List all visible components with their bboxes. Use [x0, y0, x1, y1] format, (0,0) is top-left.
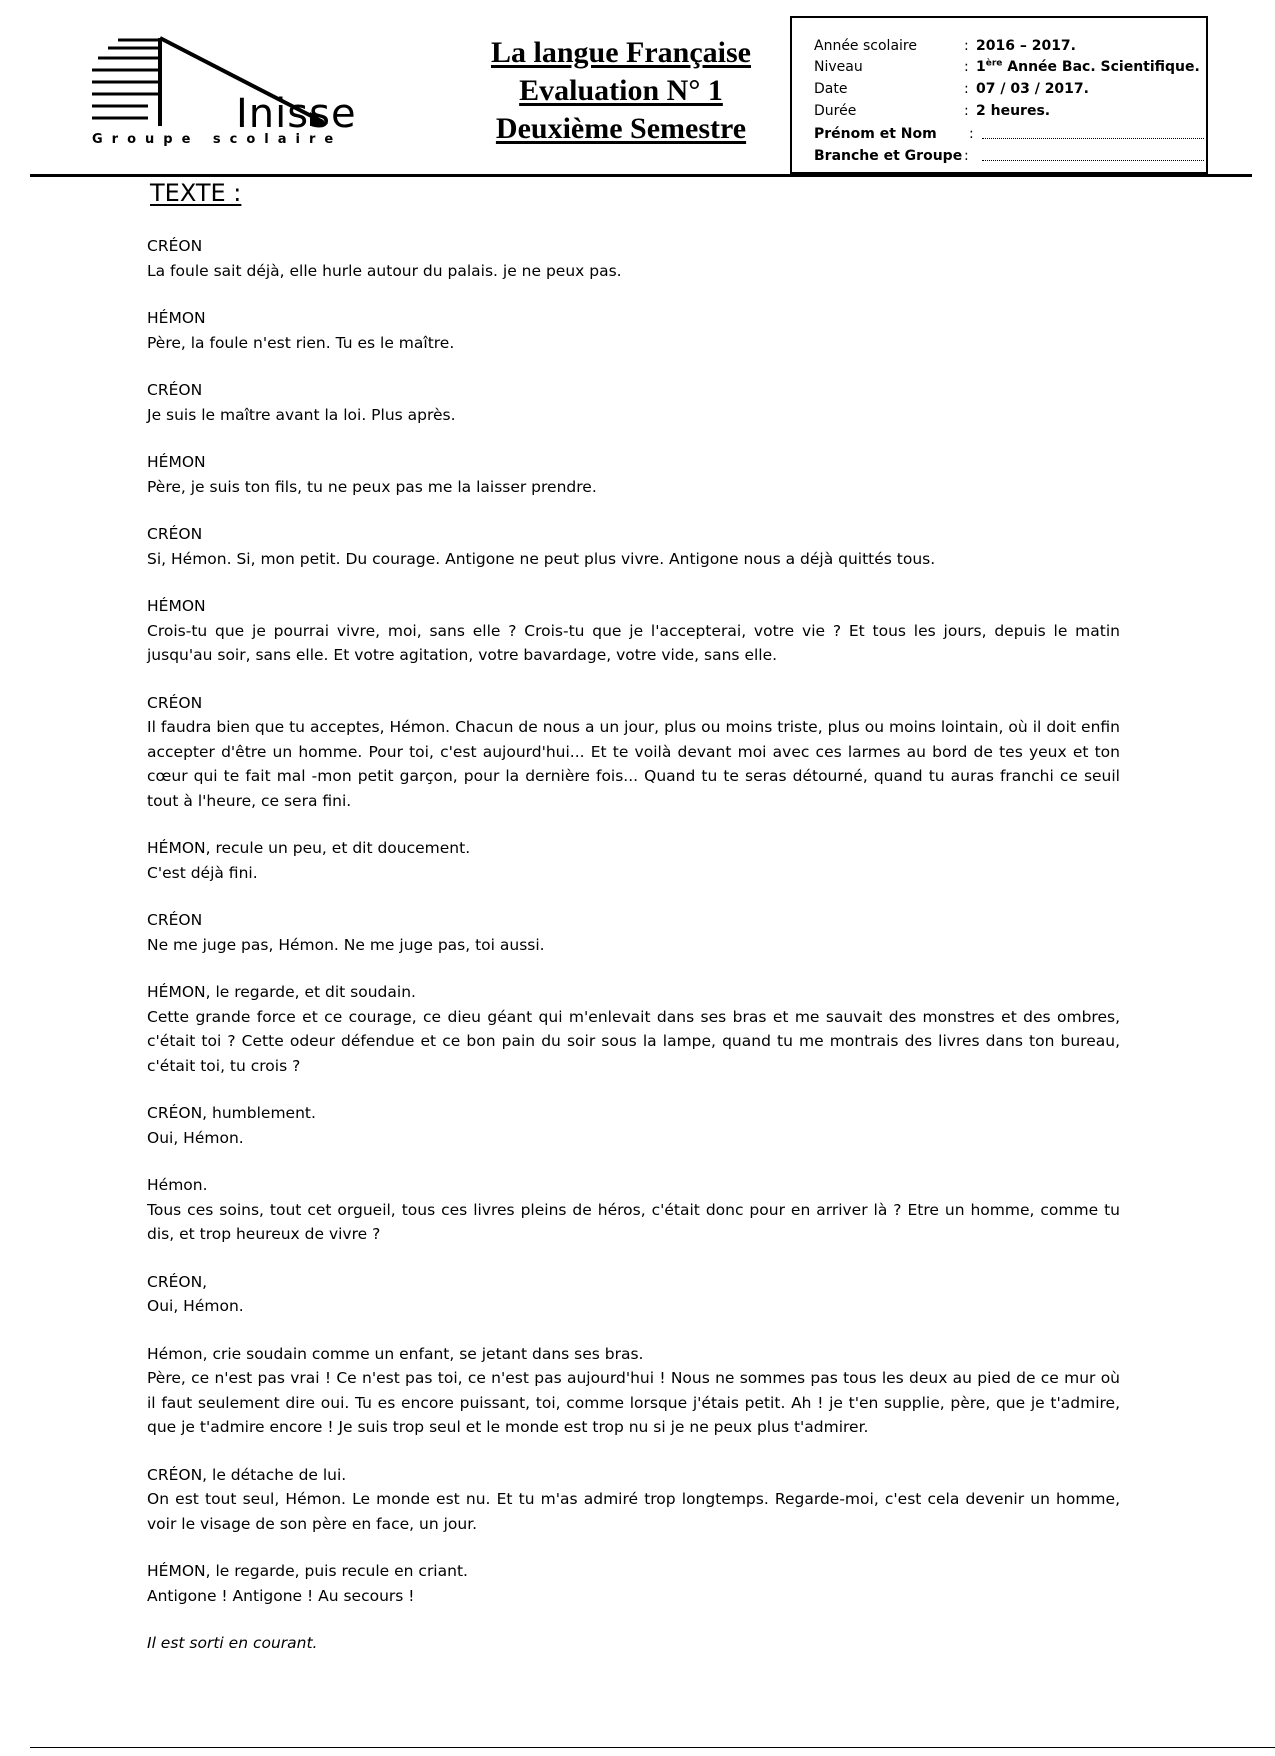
- speech-line: Tous ces soins, tout cet orgueil, tous ces livres pleins de héros, c'était donc pour en arriver là ? Etre un homme, comme tu dis, et trop heureux de vivre ?: [147, 1200, 1120, 1243]
- footer-divider: [30, 1747, 1275, 1748]
- duree-label: Durée: [814, 103, 857, 119]
- speaker-name: CRÉON: [147, 911, 203, 929]
- speaker-name: HÉMON: [147, 597, 206, 615]
- speech-line: La foule sait déjà, elle hurle autour du palais. je ne peux pas.: [147, 261, 622, 280]
- speaker-name: HÉMON: [147, 309, 206, 327]
- speech-line: Père, la foule n'est rien. Tu es le maître.: [147, 333, 455, 352]
- prenom-label: Prénom et Nom: [814, 126, 937, 142]
- speaker-name: CRÉON, humblement.: [147, 1104, 316, 1122]
- speech-block: [147, 1559, 1120, 1608]
- niveau-value-number: 1: [976, 59, 986, 75]
- speaker-name: CRÉON, le détache de lui.: [147, 1465, 347, 1484]
- speech-line: Père, je suis ton fils, tu ne peux pas me la laisser prendre.: [147, 477, 597, 496]
- exam-info-box: [790, 16, 1208, 174]
- speaker-name: CRÉON: [147, 381, 203, 399]
- speaker-name: CRÉON: [147, 693, 203, 712]
- speech-block: [147, 1342, 1120, 1440]
- speech-block: [147, 1463, 1120, 1537]
- speech-line: Crois-tu que je pourrai vivre, moi, sans elle ? Crois-tu que je l'accepterai, votre vie ? Et tous les jours, depuis le matin jusqu'au soir, sans elle. Et votre agitation, votre bavardage, votre vide, sans elle.: [147, 621, 1120, 664]
- speech-line: Oui, Hémon.: [147, 1297, 244, 1315]
- title-line-subject: La langue Française: [491, 36, 751, 69]
- speech-block: [147, 691, 1120, 814]
- school-logo: [88, 36, 373, 148]
- dialogue-text: [147, 234, 1120, 1656]
- title-line-semester: Deuxième Semestre: [495, 112, 747, 145]
- branche-colon: :: [964, 148, 969, 164]
- logo-subtitle: Groupe scolaire: [92, 132, 343, 147]
- document-title: [468, 34, 774, 148]
- duree-value: 2 heures.: [976, 103, 1051, 119]
- speech-block: [147, 1101, 1120, 1150]
- speaker-name: HÉMON, le regarde, puis recule en criant.: [147, 1562, 468, 1580]
- speech-line: Ne me juge pas, Hémon. Ne me juge pas, toi aussi.: [147, 935, 545, 954]
- date-colon: :: [964, 81, 969, 97]
- speech-line: On est tout seul, Hémon. Le monde est nu. Et tu m'as admiré trop longtemps. Regarde-moi, c'est cela devenir un homme, voir le visage de son père en face, un jour.: [147, 1490, 1120, 1533]
- prenom-colon: :: [969, 126, 974, 142]
- speech-block: [147, 594, 1120, 668]
- speech-line: C'est déjà fini.: [147, 863, 258, 882]
- speech-block: [147, 1173, 1120, 1247]
- speech-line: Père, ce n'est pas vrai ! Ce n'est pas toi, ce n'est pas aujourd'hui ! Nous ne sommes pas tous les deux au pied de ce mur où il faut seulement dire oui. Tu es encore puissant, toi, comme lorsque j'étais petit. Ah ! je t'en supplie, père, que je t'admire, que je t'admire encore ! Je suis trop seul et le monde est trop nu si je ne peux plus t'admirer.: [147, 1369, 1120, 1436]
- annee-label: Année scolaire: [814, 38, 917, 54]
- speaker-name: Hémon, crie soudain comme un enfant, se jetant dans ses bras.: [147, 1344, 644, 1363]
- speech-block: [147, 1270, 1120, 1319]
- section-heading: TEXTE :: [150, 179, 242, 207]
- niveau-value-sup: ère: [985, 58, 1003, 69]
- speech-line: Si, Hémon. Si, mon petit. Du courage. Antigone ne peut plus vivre. Antigone nous a déjà quittés tous.: [147, 549, 936, 568]
- speech-block: [147, 306, 1120, 355]
- prenom-fill-line: [982, 138, 1204, 139]
- annee-value: 2016 – 2017.: [976, 38, 1076, 54]
- logo-name: Inisse: [236, 91, 357, 137]
- date-value: 07 / 03 / 2017.: [976, 81, 1089, 97]
- speaker-name: CRÉON: [147, 237, 203, 255]
- branche-fill-line: [982, 160, 1204, 161]
- speech-block: [147, 908, 1120, 957]
- speech-block: [147, 234, 1120, 283]
- branche-label: Branche et Groupe: [814, 148, 963, 164]
- niveau-label: Niveau: [814, 59, 863, 75]
- speaker-name: CRÉON,: [147, 1272, 208, 1291]
- speech-block: [147, 522, 1120, 571]
- speaker-name: Hémon.: [147, 1176, 208, 1194]
- niveau-colon: :: [964, 59, 969, 75]
- speech-line: Je suis le maître avant la loi. Plus après.: [147, 405, 456, 424]
- date-label: Date: [814, 81, 848, 97]
- stage-direction: Il est sorti en courant.: [147, 1634, 318, 1652]
- header-divider: [30, 174, 1252, 177]
- duree-colon: :: [964, 103, 969, 119]
- niveau-value-rest: Année Bac. Scientifique.: [1002, 59, 1200, 75]
- speaker-name: CRÉON: [147, 525, 203, 543]
- speech-block: [147, 450, 1120, 499]
- annee-colon: :: [964, 38, 969, 54]
- speech-block: [147, 836, 1120, 885]
- niveau-value: [976, 59, 1200, 75]
- speech-line: Cette grande force et ce courage, ce dieu géant qui m'enlevait dans ses bras et me sauvait des monstres et des ombres, c'était toi ? Cette odeur défendue et ce bon pain du soir sous la lampe, quand tu me montrais des livres dans ton bureau, c'était toi, tu crois ?: [147, 1007, 1120, 1075]
- speech-block: [147, 980, 1120, 1078]
- speaker-name: HÉMON: [147, 453, 206, 471]
- speech-line: Oui, Hémon.: [147, 1128, 244, 1147]
- speech-block: [147, 378, 1120, 427]
- speaker-name: HÉMON, le regarde, et dit soudain.: [147, 983, 416, 1001]
- speech-line: Antigone ! Antigone ! Au secours !: [147, 1586, 415, 1605]
- speaker-name: HÉMON, recule un peu, et dit doucement.: [147, 839, 471, 857]
- title-line-evaluation: Evaluation N° 1: [519, 74, 723, 107]
- speech-line: Il faudra bien que tu acceptes, Hémon. Chacun de nous a un jour, plus ou moins triste, plus ou moins lointain, où il doit enfin accepter d'être un homme. Pour toi, c'est aujourd'hui... Et te voilà devant moi avec ces larmes au bord de tes yeux et ton cœur qui te fait mal -mon petit garçon, pour la dernière fois... Quand tu te seras détourné, quand tu auras franchi ce seuil tout à l'heure, ce sera fini.: [147, 718, 1120, 810]
